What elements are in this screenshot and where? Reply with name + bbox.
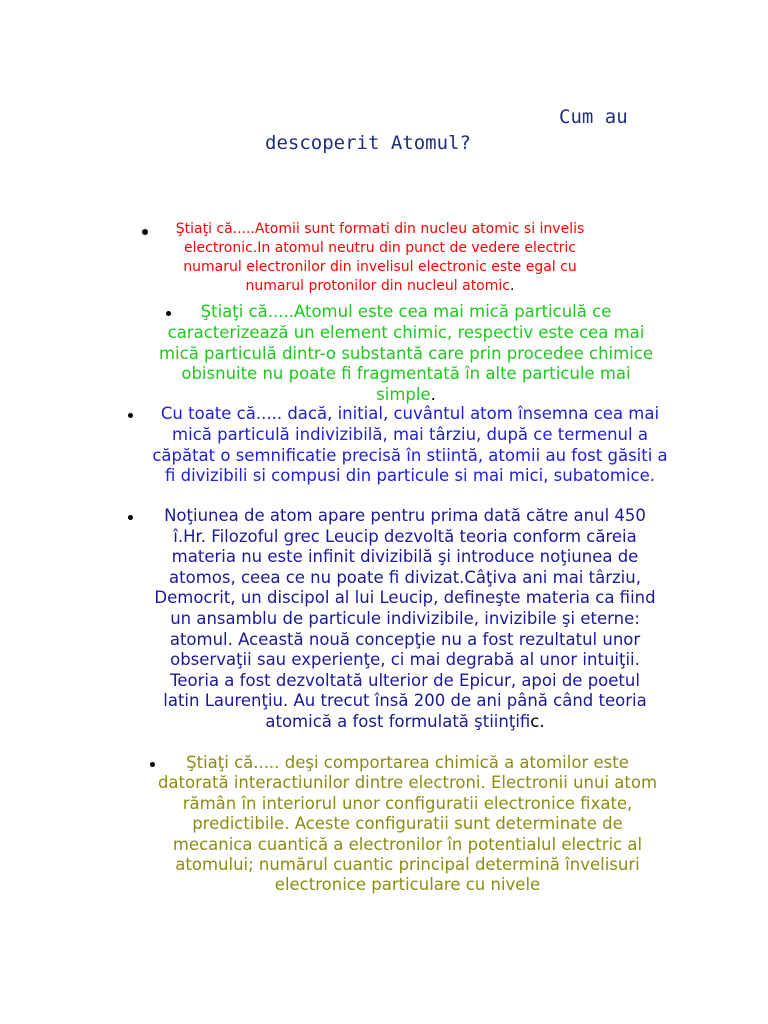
bullet-icon xyxy=(128,515,133,520)
bullet-icon xyxy=(142,229,148,235)
paragraph-tail: . xyxy=(509,278,515,294)
paragraph-tail: . xyxy=(430,385,436,405)
bullet-icon xyxy=(128,413,133,418)
title-line-1: Cum au xyxy=(559,106,628,128)
paragraph-item xyxy=(155,753,660,896)
paragraph-item xyxy=(156,302,656,406)
paragraph-item xyxy=(150,506,660,733)
paragraph-text: Ştiaţi că.....Atomii sunt formati din nucleu atomic si invelis electronic.In atomul neutru din punct de vedere electric numarul electronilor din invelisul electronic este egal cu numarul protonilor din nucleul atomic xyxy=(175,221,585,294)
paragraph-item xyxy=(155,220,605,296)
paragraph-text: Ştiaţi că.....Atomul este cea mai mică particulă ce caracterizează un element chimic, respectiv este cea mai mică particulă dintr-o substantă care prin procedee chimice obisnuite nu poate fi fragmentată în alte particule mai simple xyxy=(158,302,654,405)
title-line-2: descoperit Atomul? xyxy=(265,132,471,154)
paragraph-item xyxy=(150,404,670,487)
paragraph-text: Ştiaţi că..... deşi comportarea chimică a atomilor este datorată interactiunilor dintre electroni. Electronii unui atom rămân în interiorul unor configuratii electronice fixate, predictibile. Aceste configuratii sunt determinate de mecanica cuantică a electronilor în potentialul electric al atomului; numărul cuantic principal determină învelisuri electronice particulare cu nivele xyxy=(157,753,658,895)
paragraph-text: Cu toate că..... dacă, initial, cuvântul atom însemna cea mai mică particulă indivizibilă, mai târziu, după ce termenul a căpătat o semnificatie precisă în stiintă, atomii au fost găsiti a fi divizibili si compusi din particule si mai mici, subatomice. xyxy=(152,404,668,486)
paragraph-text: Noţiunea de atom apare pentru prima dată către anul 450 î.Hr. Filozoful grec Leucip dezvoltă teoria conform căreia materia nu este infinit divizibilă şi introduce noţiunea de atomos, ceea ce nu poate fi divizat.Câţiva ani mai târziu, Democrit, un discipol al lui Leucip, defineşte materia ca fiind un ansamblu de particule indivizibile, invizibile şi eterne: atomul. Această nouă concepţie nu a fost rezultatul unor observaţii sau experienţe, ci mai degrabă al unor intuiţii. Teoria a fost dezvoltată ulterior de Epicur, apoi de poetul latin Laurenţiu. Au trecut însă 200 de ani până când teoria atomică a fost formulată ştiinţifi xyxy=(154,506,656,731)
paragraph-tail: c. xyxy=(530,711,545,731)
